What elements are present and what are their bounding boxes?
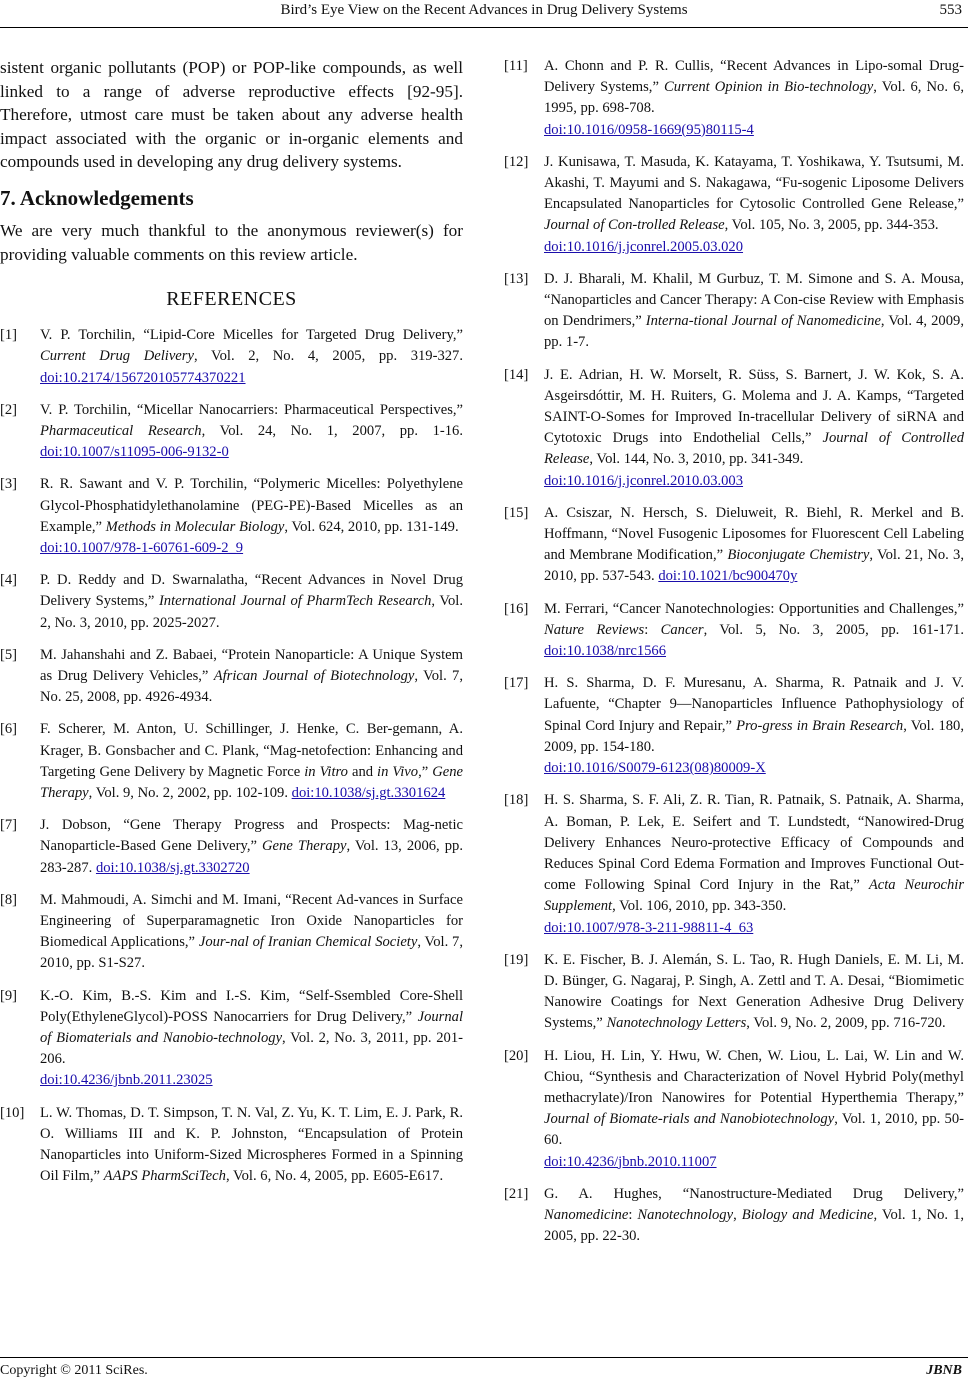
reference-authors-title: K. E. Fischer, B. J. Alemán, S. L. Tao, R. Hugh Daniels, E. M. Li, M. D. Bünger, G. Nagaraj, P. Singh, A. Zettl and T. A. Desai, “Biomimetic Nanowire Coatings for Next Generation Adhesive Drug Delivery Systems,”: [544, 951, 964, 1032]
reference-separator: ,”: [418, 763, 433, 780]
left-column: [0, 56, 463, 1198]
reference-details: , Vol. 1, 2010, pp. 50-60.: [544, 1111, 965, 1149]
reference-entry: [504, 1184, 964, 1248]
reference-authors-title: J. E. Adrian, H. W. Morselt, R. Süss, S. Barnert, J. W. Kok, S. A. Asgeirsdóttir, M. H. Ruiters, G. Molema and J. A. Kamps, “Targeted SAINT-O-Somes for Improved In-tracellular Delivery of siRNA and Cytotoxic Drugs into Endothelial Cells,”: [544, 366, 964, 447]
reference-details: , Vol. 9, No. 2, 2009, pp. 716-720.: [746, 1015, 946, 1032]
reference-number: [21]: [504, 1185, 529, 1202]
reference-journal: Pharmaceutical Research: [40, 422, 202, 439]
reference-number: [19]: [504, 951, 529, 968]
doi-link[interactable]: doi:10.1007/978-1-60761-609-2_9: [40, 539, 244, 556]
reference-entry: [0, 570, 463, 634]
doi-link[interactable]: doi:10.1038/sj.gt.3302720: [95, 859, 250, 876]
reference-details: , Vol. 180, 2009, pp. 154-180.: [544, 717, 964, 755]
reference-entry: [0, 890, 463, 975]
reference-authors-title: D. J. Bharali, M. Khalil, M Gurbuz, T. M. Simone and S. A. Mousa, “Nanoparticles and Cancer Therapy: A Con-cise Review with Emphasis on Dendrimers,”: [544, 270, 964, 330]
reference-text: [544, 152, 964, 258]
reference-text: [40, 986, 463, 1092]
reference-journal: Gene Therapy: [262, 838, 347, 855]
reference-number: [8]: [0, 891, 18, 908]
reference-authors-title: V. P. Torchilin, “Micellar Nanocarriers: Pharmaceutical Perspectives,”: [40, 401, 463, 418]
reference-number: [9]: [0, 987, 18, 1004]
doi-link[interactable]: doi:10.1007/s11095-006-9132-0: [40, 444, 229, 461]
reference-entry: [0, 719, 463, 804]
reference-journal: Current Opinion in Bio-technology: [664, 79, 874, 96]
reference-journal: Nanotechnology Letters: [606, 1015, 747, 1032]
reference-authors-title: J. Kunisawa, T. Masuda, K. Katayama, T. Yoshikawa, Y. Tsutsumi, M. Akashi, T. Mayumi and S. Nakagawa, “Fu-sogenic Liposome Delivers Encapsulated Nanoparticles for Cytosolic Controlled Gene Release,”: [544, 153, 964, 213]
reference-journal: Pro-gress in Brain Research: [736, 717, 904, 734]
references-heading: REFERENCES: [166, 288, 297, 311]
reference-journal: Journal of Controlled Release: [544, 430, 964, 468]
reference-authors-title: H. S. Sharma, D. F. Muresanu, A. Sharma, R. Patnaik and J. V. Lafuente, “Chapter 9—Nanoparticles Influence Pathophysiology of Spinal Cord Injury and Repair,”: [544, 675, 964, 734]
reference-authors-title: F. Scherer, M. Anton, U. Schillinger, J. Henke, C. Ber-gemann, A. Krager, B. Gonsbacher and C. Plank, “Mag-netofection: Enhancing and Targeting Gene Delivery by Magnetic Force: [40, 721, 463, 780]
reference-authors-title: A. Csiszar, N. Hersch, S. Dieluweit, R. Biehl, R. Merkel and B. Hoffmann, “Novel Fusogenic Liposomes for Fluorescent Cell Labeling and Membrane Modification,”: [544, 504, 964, 564]
reference-number: [16]: [504, 600, 529, 617]
reference-number: [17]: [504, 675, 529, 692]
reference-details: , Vol. 6, No. 6, 1995, pp. 698-708.: [544, 79, 964, 117]
reference-details: , Vol. 4, 2009, pp. 1-7.: [544, 313, 964, 351]
reference-entry: [504, 950, 964, 1035]
reference-text: [544, 365, 964, 492]
doi-link[interactable]: doi:10.1016/S0079-6123(08)80009-X: [544, 760, 766, 777]
reference-authors-title: M. Jahanshahi and Z. Babaei, “Protein Nanoparticle: A Unique System as Drug Delivery Vehicles,”: [40, 646, 463, 684]
reference-journal: Biology and Medicine: [741, 1206, 874, 1223]
doi-link[interactable]: doi:10.4236/jbnb.2011.23025: [40, 1072, 213, 1089]
reference-details: , Vol. 624, 2010, pp. 131-149.: [284, 518, 459, 535]
reference-text: [544, 673, 964, 779]
reference-number: [6]: [0, 721, 18, 738]
reference-journal: Jour-nal of Iranian Chemical Society: [198, 934, 418, 951]
reference-text: [544, 599, 964, 663]
page-number: 553: [939, 2, 962, 18]
reference-journal: Nature Reviews: [544, 621, 645, 638]
running-header: [0, 0, 968, 30]
doi-link[interactable]: doi:10.4236/jbnb.2010.11007: [544, 1153, 717, 1170]
reference-number: [10]: [0, 1104, 25, 1121]
copyright-notice: Copyright © 2011 SciRes.: [0, 1363, 148, 1378]
reference-text: [40, 325, 463, 389]
doi-link[interactable]: doi:10.1007/978-3-211-98811-4_63: [544, 919, 754, 936]
reference-separator: ,: [733, 1206, 742, 1223]
reference-entry: [504, 1046, 964, 1173]
reference-text: [544, 269, 964, 354]
intro-paragraph: sistent organic pollutants (POP) or POP-like compounds, as well linked to a range of adverse reproductive effects [92-95]. Therefore, utmost care must be taken about any adverse health impact associated with the organic or in-organic elements and compounds used in developing any drug delivery systems.: [0, 58, 463, 172]
reference-number: [13]: [504, 270, 529, 287]
doi-link[interactable]: doi:10.1016/j.jconrel.2005.03.020: [544, 238, 744, 255]
reference-authors-title: J. Dobson, “Gene Therapy Progress and Prospects: Mag-netic Nanoparticle-Based Gene Delivery,”: [40, 817, 463, 855]
reference-details: , Vol. 21, No. 3, 2010, pp. 537-543.: [544, 547, 964, 585]
reference-journal: Acta Neurochir Supplement: [544, 877, 964, 915]
right-column: [504, 56, 964, 1258]
reference-details: , Vol. 7, No. 25, 2008, pp. 4926-4934.: [40, 668, 464, 706]
reference-details: , Vol. 105, No. 3, 2005, pp. 344-353.: [724, 217, 939, 234]
reference-text: [40, 890, 463, 975]
reference-list-right: [504, 56, 964, 1247]
reference-authors-title: V. P. Torchilin, “Lipid-Core Micelles for Targeted Drug Delivery,”: [40, 327, 463, 344]
reference-entry: [504, 365, 964, 492]
reference-entry: [504, 503, 964, 588]
reference-list-left: [0, 325, 463, 1187]
reference-text: [544, 56, 964, 141]
reference-entry: [0, 815, 463, 879]
reference-entry: [0, 645, 463, 709]
reference-entry: [0, 986, 463, 1092]
reference-separator: :: [628, 1206, 638, 1223]
reference-text: [40, 1103, 463, 1188]
reference-text: [544, 790, 964, 938]
reference-journal: in Vitro: [304, 763, 348, 780]
reference-number: [11]: [504, 58, 528, 74]
reference-entry: [0, 325, 463, 389]
reference-journal: Gene Therapy: [40, 763, 463, 802]
reference-authors-title: R. R. Sawant and V. P. Torchilin, “Polymeric Micelles: Polyethylene Glycol-Phosphatidylethanolamine (PEG-PE)-Based Micelles as an Example,”: [40, 476, 463, 535]
reference-journal: Nanotechnology: [637, 1206, 734, 1223]
reference-journal: in Vivo: [377, 763, 419, 780]
doi-link[interactable]: doi:10.1021/bc900470y: [658, 568, 798, 585]
running-title: Bird’s Eye View on the Recent Advances in Drug Delivery Systems: [280, 2, 688, 18]
reference-authors-title: P. D. Reddy and D. Swarnalatha, “Recent Advances in Novel Drug Delivery Systems,”: [40, 572, 463, 610]
reference-number: [20]: [504, 1047, 529, 1064]
reference-separator: :: [644, 621, 661, 638]
reference-details: , Vol. 2, No. 4, 2005, pp. 319-327.: [193, 348, 463, 365]
reference-number: [1]: [0, 327, 18, 344]
reference-authors-title: G. A. Hughes, “Nanostructure-Mediated Drug Delivery,”: [544, 1185, 964, 1202]
reference-journal: Interna-tional Journal of Nanomedicine: [645, 313, 881, 330]
reference-details: , Vol. 5, No. 3, 2005, pp. 161-171.: [703, 621, 964, 638]
reference-entry: [0, 1103, 463, 1188]
reference-number: [7]: [0, 817, 18, 834]
reference-text: [40, 570, 463, 634]
reference-details: , Vol. 106, 2010, pp. 343-350.: [612, 898, 787, 915]
reference-journal: African Journal of Biotechnology: [213, 668, 415, 684]
reference-details: , Vol. 144, No. 3, 2010, pp. 341-349.: [589, 451, 804, 468]
reference-entry: [0, 474, 463, 559]
reference-details: , Vol. 1, No. 1, 2005, pp. 22-30.: [544, 1206, 965, 1245]
reference-number: [3]: [0, 476, 18, 493]
acknowledgements-text: We are very much thankful to the anonymous reviewer(s) for providing valuable comments on this review article.: [0, 220, 463, 264]
reference-journal: International Journal of PharmTech Research: [158, 593, 432, 610]
reference-journal: Journal of Con-trolled Release: [544, 217, 725, 234]
reference-text: [544, 503, 964, 588]
doi-link[interactable]: doi:10.1016/j.jconrel.2010.03.003: [544, 472, 744, 489]
acknowledgements-heading: 7. Acknowledgements: [0, 185, 194, 210]
header-rule: [0, 27, 968, 28]
reference-text: [544, 1184, 964, 1248]
reference-journal: Current Drug Delivery: [40, 348, 194, 365]
reference-number: [14]: [504, 366, 529, 383]
reference-number: [15]: [504, 504, 529, 521]
reference-entry: [504, 599, 964, 663]
reference-journal: Journal of Biomate-rials and Nanobiotechnology: [544, 1111, 835, 1128]
reference-details: , Vol. 7, 2010, pp. S1-S27.: [40, 934, 463, 972]
reference-details: , Vol. 13, 2006, pp. 283-287.: [40, 838, 463, 876]
reference-text: [40, 474, 463, 559]
footer-rule: [0, 1357, 968, 1358]
reference-text: [40, 815, 463, 879]
reference-text: [40, 645, 463, 709]
reference-journal: AAPS PharmSciTech: [103, 1168, 226, 1185]
reference-journal: Cancer: [660, 621, 704, 638]
reference-journal: Nanomedicine: [544, 1206, 629, 1223]
journal-abbrev: JBNB: [926, 1363, 962, 1378]
reference-authors-title: M. Mahmoudi, A. Simchi and M. Imani, “Recent Ad-vances in Surface Engineering of Superparamagnetic Iron Oxide Nanoparticles for Biomedical Applications,”: [40, 891, 463, 951]
reference-details: , Vol. 2, No. 3, 2010, pp. 2025-2027.: [40, 593, 463, 631]
reference-journal: Methods in Molecular Biology: [105, 518, 285, 535]
reference-text: [40, 719, 463, 804]
doi-link[interactable]: doi:10.1038/sj.gt.3301624: [291, 785, 446, 802]
reference-entry: [504, 673, 964, 779]
reference-number: [5]: [0, 646, 18, 663]
reference-number: [18]: [504, 792, 529, 809]
reference-entry: [504, 152, 964, 258]
reference-entry: [504, 269, 964, 354]
reference-number: [4]: [0, 572, 18, 589]
reference-text: [40, 400, 463, 464]
reference-entry: [0, 400, 463, 464]
reference-details: , Vol. 6, No. 4, 2005, pp. E605-E617.: [225, 1168, 444, 1185]
reference-authors-title: A. Chonn and P. R. Cullis, “Recent Advances in Lipo-somal Drug-Delivery Systems,”: [544, 58, 964, 96]
reference-text: [544, 950, 964, 1035]
reference-text: [544, 1046, 964, 1173]
reference-details: , Vol. 9, No. 2, 2002, pp. 102-109.: [88, 785, 292, 802]
reference-journal: Bioconjugate Chemistry: [727, 547, 870, 564]
reference-authors-title: L. W. Thomas, D. T. Simpson, T. N. Val, Z. Yu, K. T. Lim, E. J. Park, R. O. Williams III and K. P. Johnston, “Encapsulation of Protein Nanoparticles into Uniform-Sized Microspheres Formed in a Spinning Oil Film,”: [40, 1104, 463, 1185]
reference-number: [2]: [0, 401, 18, 418]
reference-journal: Journal of Biomaterials and Nanobio-technology: [40, 1008, 463, 1047]
reference-details: , Vol. 2, No. 3, 2011, pp. 201-206.: [40, 1030, 463, 1068]
reference-number: [12]: [504, 153, 529, 170]
reference-entry: [504, 790, 964, 938]
reference-details: , Vol. 24, No. 1, 2007, pp. 1-16.: [201, 422, 463, 439]
doi-link[interactable]: doi:10.1016/0958-1669(95)80115-4: [544, 121, 754, 138]
doi-link[interactable]: doi:10.2174/156720105774370221: [40, 369, 246, 386]
doi-link[interactable]: doi:10.1038/nrc1566: [544, 643, 667, 660]
reference-authors-title: H. Liou, H. Lin, Y. Hwu, W. Chen, W. Liou, L. Lai, W. Lin and W. Chiou, “Synthesis and Characterization of Novel Hybrid Poly(methyl methacrylate)/Iron Nanowires for Potential Hyperthemia Therapy,”: [544, 1047, 964, 1106]
reference-separator: and: [347, 763, 378, 780]
reference-authors-title: K.-O. Kim, B.-S. Kim and I.-S. Kim, “Self-Ssembled Core-Shell Poly(EthyleneGlycol)-POSS Nanocarriers for Drug Delivery,”: [40, 987, 463, 1025]
reference-authors-title: H. S. Sharma, S. F. Ali, Z. R. Tian, R. Patnaik, S. Patnaik, A. Sharma, A. Boman, P. Lek, E. Seifert and T. Lundstedt, “Nanowired-Drug Delivery Enhances Neuro-protective Efficacy of Compounds and Reduces Spinal Cord Edema Formation and Improves Functional Out-come Following Spinal Cord Injury in the Rat,”: [544, 792, 964, 894]
reference-entry: [504, 56, 964, 141]
reference-authors-title: M. Ferrari, “Cancer Nanotechnologies: Opportunities and Challenges,”: [544, 600, 964, 617]
